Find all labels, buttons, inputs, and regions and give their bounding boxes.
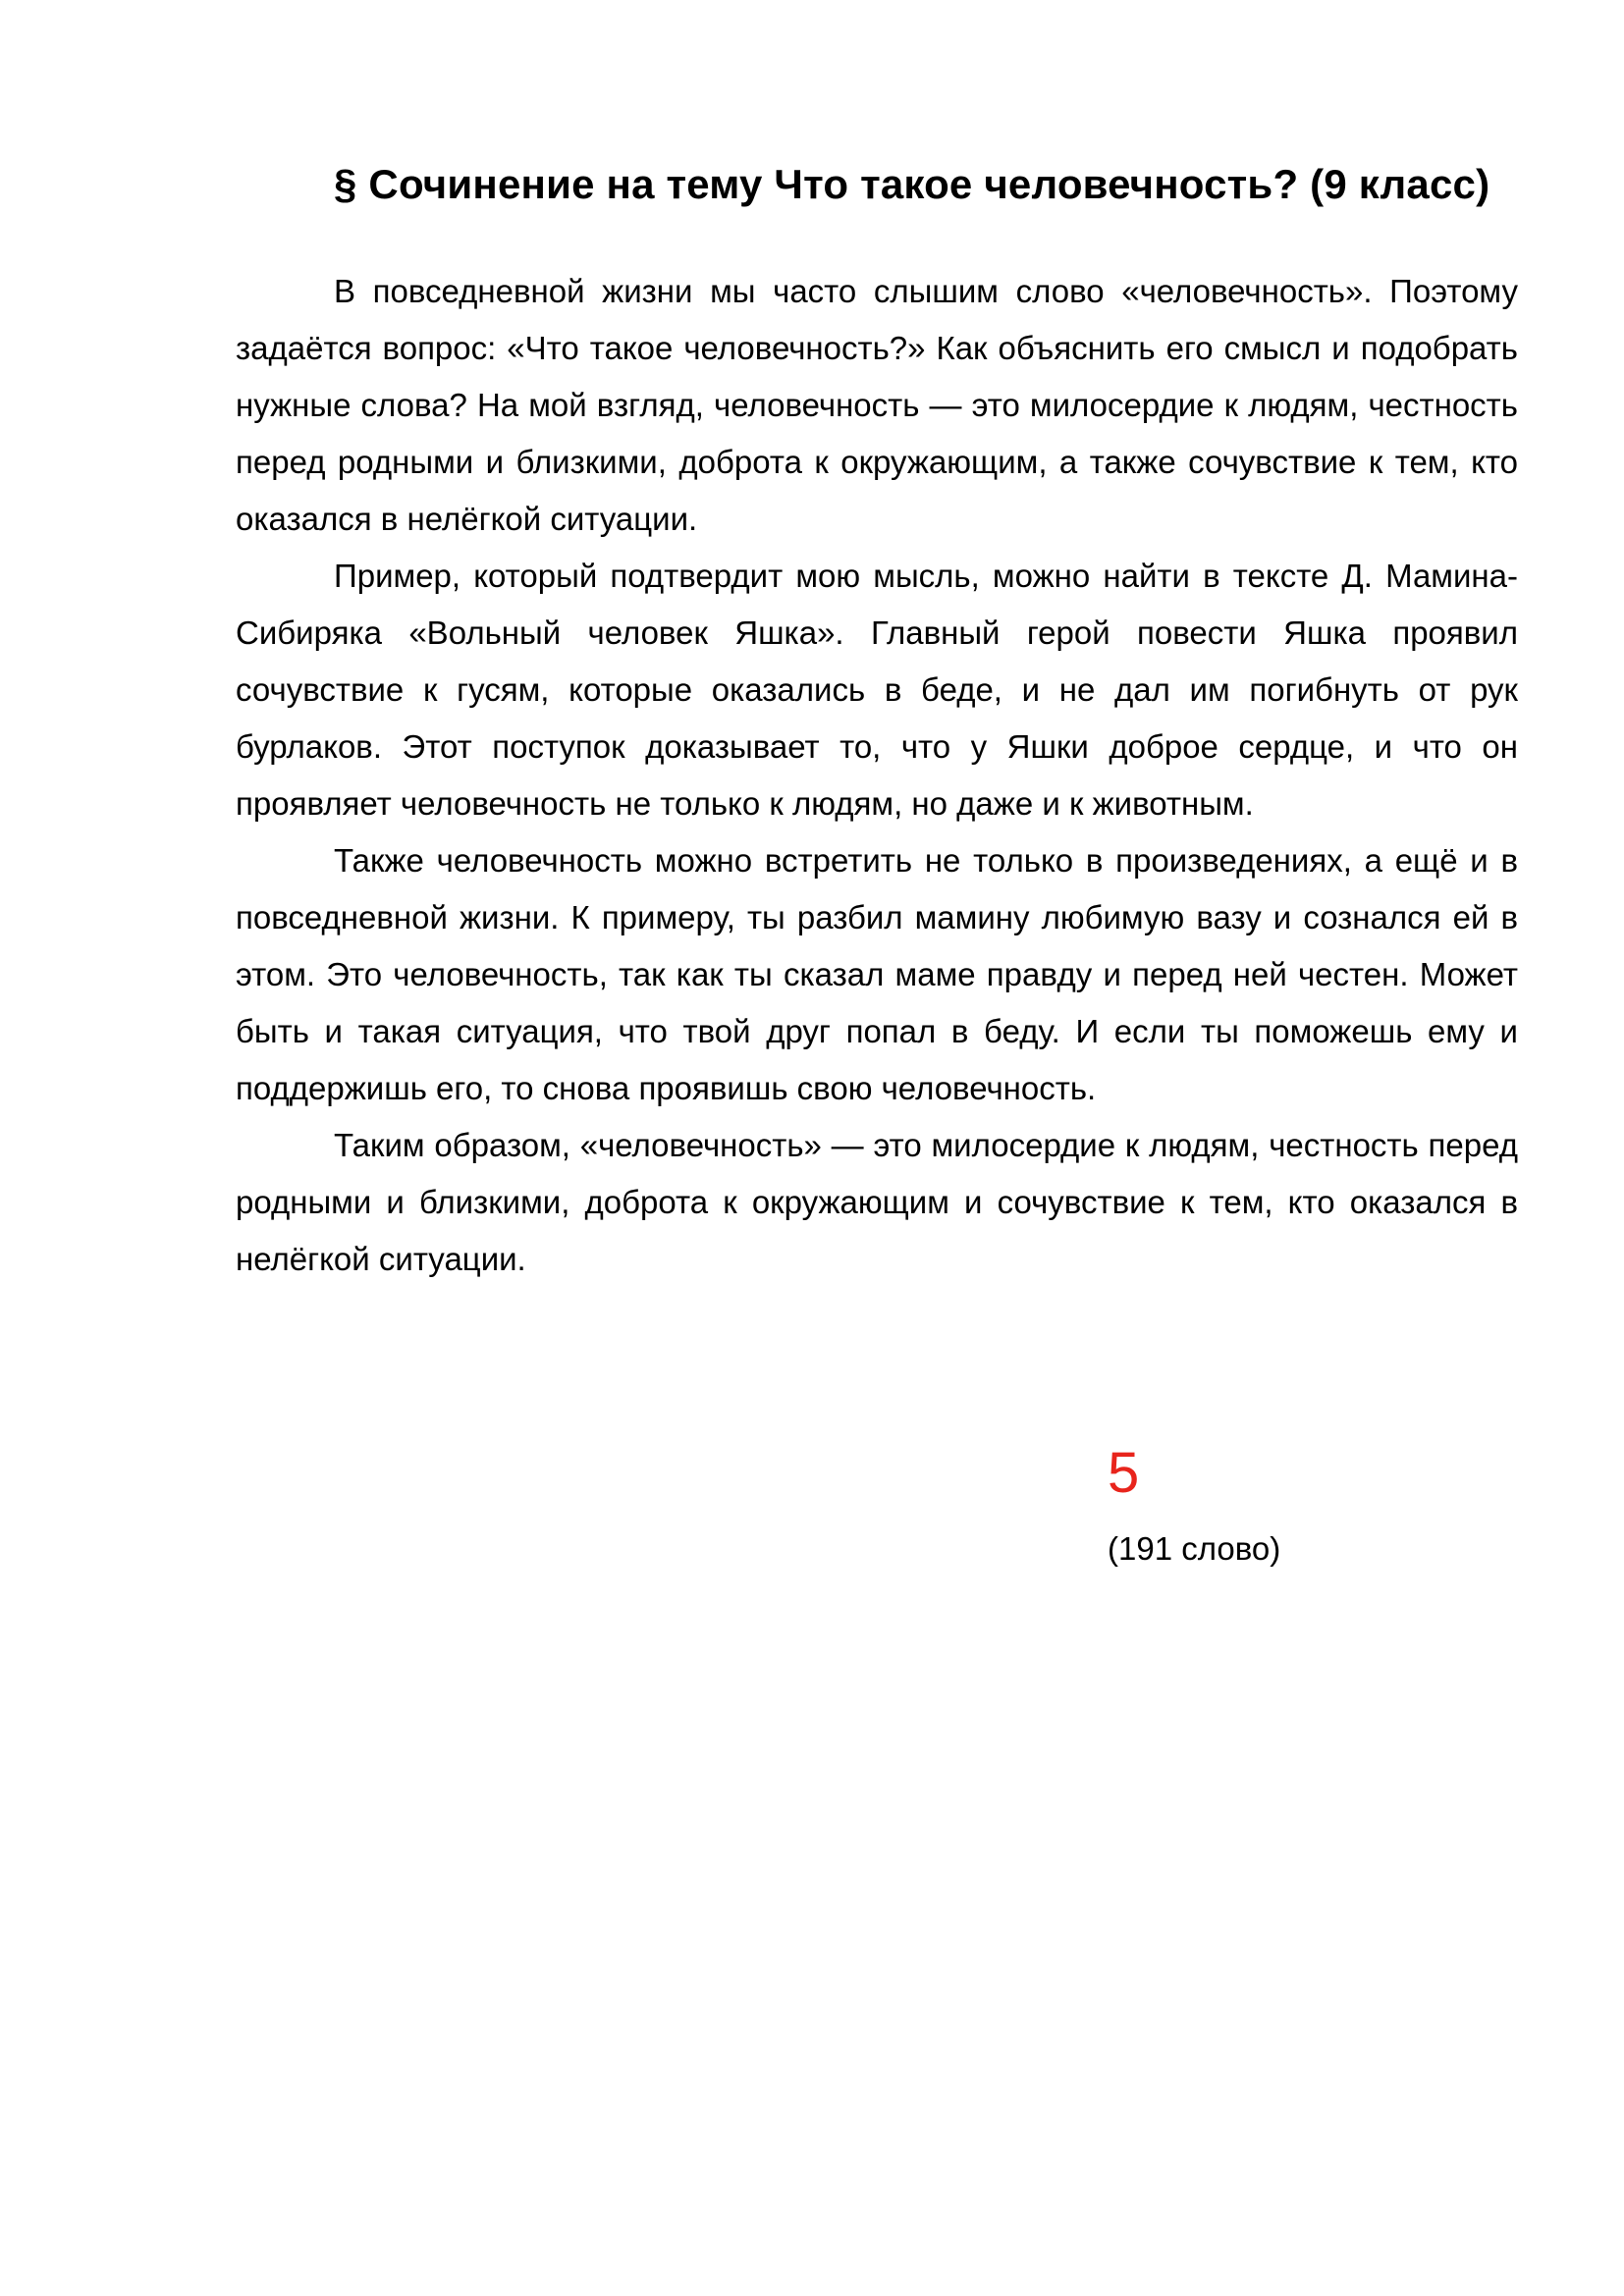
- word-count: (191 слово): [1108, 1530, 1281, 1567]
- essay-content: [236, 145, 1518, 1288]
- grade-mark: 5: [1108, 1441, 1140, 1505]
- essay-body: [236, 263, 1518, 1288]
- grade-block: [1108, 1439, 1402, 1571]
- essay-paragraph: Также человечность можно встретить не только в произведениях, а ещё и в повседневной жизни. К примеру, ты разбил мамину любимую вазу и сознался ей в этом. Это человечность, так как ты сказал маме правду и перед ней честен. Может быть и такая ситуация, что твой друг попал в беду. И если ты поможешь ему и поддержишь его, то снова проявишь свою человечность.: [236, 842, 1518, 1106]
- essay-paragraph: В повседневной жизни мы часто слышим слово «человечность». Поэтому задаётся вопрос: «Что такое человечность?» Как объяснить его смысл и подобрать нужные слова? На мой взгляд, человечность — это милосердие к людям, честность перед родными и близкими, доброта к окружающим, а также сочувствие к тем, кто оказался в нелёгкой ситуации.: [236, 273, 1518, 537]
- essay-paragraph: Таким образом, «человечность» — это милосердие к людям, честность перед родными и близкими, доброта к окружающим и сочувствие к тем, кто оказался в нелёгкой ситуации.: [236, 1127, 1518, 1277]
- essay-title: § Сочинение на тему Что такое человечность? (9 класс): [334, 161, 1490, 207]
- essay-paragraph: Пример, который подтвердит мою мысль, можно найти в тексте Д. Мамина-Сибиряка «Вольный человек Яшка». Главный герой повести Яшка проявил сочувствие к гусям, которые оказались в беде, и не дал им погибнуть от рук бурлаков. Этот поступок доказывает то, что у Яшки доброе сердце, и что он проявляет человечность не только к людям, но даже и к животным.: [236, 558, 1518, 822]
